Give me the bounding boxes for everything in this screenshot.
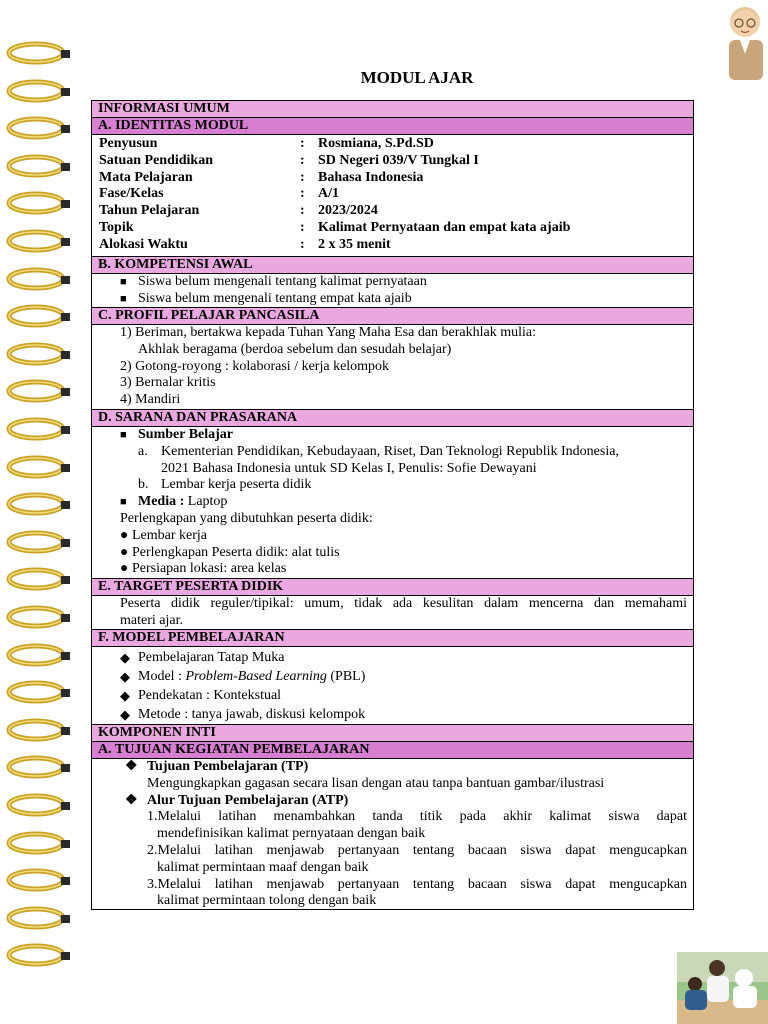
profil-item-1b: Akhlak beragama (berdoa sebelum dan sesudah belajar) xyxy=(138,341,452,357)
square-bullet-icon: ■ xyxy=(120,292,127,305)
diamond-bullet-icon: ◆ xyxy=(120,688,130,703)
star-bullet-icon: ❖ xyxy=(125,792,138,808)
identity-key: Alokasi Waktu xyxy=(99,236,188,252)
tujuan-section xyxy=(92,759,693,909)
binder-ring-icon xyxy=(6,190,72,216)
list-item: ■ Siswa belum mengenali tentang empat kata ajaib xyxy=(120,290,412,306)
diamond-bullet-icon: ◆ xyxy=(120,669,130,684)
section-header-kompetensi: B. KOMPETENSI AWAL xyxy=(92,257,693,274)
list-item: ◆ Model : Problem-Based Learning (PBL) xyxy=(120,669,366,684)
identity-key: Mata Pelajaran xyxy=(99,169,193,185)
identity-value: 2 x 35 menit xyxy=(318,236,391,252)
binder-ring-icon xyxy=(6,341,72,367)
binder-ring-icon xyxy=(6,228,72,254)
binder-ring-icon xyxy=(6,679,72,705)
atp-item-continuation: kalimat permintaan maaf dengan baik xyxy=(157,859,369,875)
identity-key: Topik xyxy=(99,219,134,235)
identity-value: Rosmiana, S.Pd.SD xyxy=(318,136,434,151)
list-item: ◆ Pembelajaran Tatap Muka xyxy=(120,650,285,665)
sarana-section xyxy=(92,427,693,579)
identity-value: Kalimat Pernyataan dan empat kata ajaib xyxy=(318,219,571,235)
binder-ring-icon xyxy=(6,266,72,292)
binder-ring-icon xyxy=(6,378,72,404)
identity-row xyxy=(92,220,693,237)
module-table xyxy=(91,100,694,910)
binder-ring-icon xyxy=(6,830,72,856)
list-item: ❖ Tujuan Pembelajaran (TP) xyxy=(125,759,309,774)
binder-ring-icon xyxy=(6,717,72,743)
section-header-identitas: A. IDENTITAS MODUL xyxy=(92,118,693,135)
section-header-informasi-umum: INFORMASI UMUM xyxy=(92,101,693,118)
binder-ring-icon xyxy=(6,454,72,480)
binder-ring-icon xyxy=(6,754,72,780)
section-header-komponen-inti: KOMPONEN INTI xyxy=(92,725,693,742)
list-item: ■ Sumber Belajar xyxy=(120,427,234,442)
identity-colon: : xyxy=(300,169,305,185)
binder-ring-icon xyxy=(6,942,72,968)
atp-item-continuation: kalimat permintaan tolong dengan baik xyxy=(157,893,377,909)
atp-item: 1.Melalui latihan menambahkan tanda titik pada akhir kalimat siswa dapat xyxy=(147,809,687,825)
section-header-sarana: D. SARANA DAN PRASARANA xyxy=(92,410,693,427)
binder-ring-icon xyxy=(6,604,72,630)
identitas-section xyxy=(92,135,693,257)
identity-value: A/1 xyxy=(318,186,339,202)
list-item: b. Lembar kerja peserta didik xyxy=(138,477,312,493)
star-bullet-icon: ❖ xyxy=(125,759,138,774)
binder-ring-icon xyxy=(6,491,72,517)
identity-key: Penyusun xyxy=(99,136,158,151)
identity-row xyxy=(92,136,693,153)
binder-rings xyxy=(6,40,74,960)
binder-ring-icon xyxy=(6,566,72,592)
binder-ring-icon xyxy=(6,529,72,555)
identity-colon: : xyxy=(300,219,305,235)
square-bullet-icon: ■ xyxy=(120,429,127,441)
binder-ring-icon xyxy=(6,867,72,893)
binder-ring-icon xyxy=(6,792,72,818)
section-header-target: E. TARGET PESERTA DIDIK xyxy=(92,579,693,596)
list-item: a. Kementerian Pendidikan, Kebudayaan, Riset, Dan Teknologi Republik Indonesia, xyxy=(138,443,619,459)
kompetensi-section xyxy=(92,274,693,308)
identity-row xyxy=(92,153,693,170)
binder-ring-icon xyxy=(6,642,72,668)
list-item: ◆ Metode : tanya jawab, diskusi kelompok xyxy=(120,707,366,722)
profil-section xyxy=(92,325,693,410)
model-section xyxy=(92,647,693,725)
list-item: ◆ Pendekatan : Kontekstual xyxy=(120,688,282,703)
page-title: MODUL AJAR xyxy=(360,68,474,87)
list-item-continuation: 2021 Bahasa Indonesia untuk SD Kelas I, Penulis: Sofie Dewayani xyxy=(161,460,537,476)
classroom-photo xyxy=(677,952,768,1024)
identity-value: Bahasa Indonesia xyxy=(318,169,424,185)
profil-item-2: 2) Gotong-royong : kolaborasi / kerja kelompok xyxy=(120,358,390,374)
list-item: ● Persiapan lokasi: area kelas xyxy=(120,561,287,577)
identity-row xyxy=(92,237,693,254)
identity-colon: : xyxy=(300,186,305,202)
atp-item: 3.Melalui latihan menjawab pertanyaan tentang bacaan siswa dapat mengucapkan xyxy=(147,876,687,892)
atp-item-continuation: mendefinisikan kalimat pernyataan dengan baik xyxy=(157,826,426,842)
target-section: Peserta didik reguler/tipikal: umum, tidak ada kesulitan dalam mencerna dan memahami materi ajar. xyxy=(92,596,693,630)
identity-value: SD Negeri 039/V Tungkal I xyxy=(318,152,479,168)
identity-key: Satuan Pendidikan xyxy=(99,152,213,168)
identity-value: 2023/2024 xyxy=(318,203,378,219)
list-item: ● Perlengkapan Peserta didik: alat tulis xyxy=(120,544,340,560)
identity-row xyxy=(92,170,693,187)
diamond-bullet-icon: ◆ xyxy=(120,707,130,722)
profil-item-1: 1) Beriman, bertakwa kepada Tuhan Yang Maha Esa dan berakhlak mulia: xyxy=(120,325,537,340)
identity-row xyxy=(92,203,693,220)
identity-colon: : xyxy=(300,236,305,252)
square-bullet-icon: ■ xyxy=(120,496,127,509)
list-item: ● Lembar kerja xyxy=(120,527,207,543)
perlengkapan-label: Perlengkapan yang dibutuhkan peserta didik: xyxy=(120,510,373,526)
identity-row xyxy=(92,186,693,203)
diamond-bullet-icon: ◆ xyxy=(120,650,130,665)
atp-item: 2.Melalui latihan menjawab pertanyaan tentang bacaan siswa dapat mengucapkan xyxy=(147,842,687,858)
binder-ring-icon xyxy=(6,303,72,329)
identity-key: Fase/Kelas xyxy=(99,186,164,202)
identity-colon: : xyxy=(300,152,305,168)
square-bullet-icon: ■ xyxy=(120,276,127,288)
list-item: ■ Media : Laptop xyxy=(120,494,228,510)
list-item: ❖ Alur Tujuan Pembelajaran (ATP) xyxy=(125,792,349,808)
identity-colon: : xyxy=(300,203,305,219)
binder-ring-icon xyxy=(6,153,72,179)
binder-ring-icon xyxy=(6,40,72,66)
profil-item-3: 3) Bernalar kritis xyxy=(120,375,216,391)
binder-ring-icon xyxy=(6,115,72,141)
identity-colon: : xyxy=(300,136,305,151)
section-header-profil: C. PROFIL PELAJAR PANCASILA xyxy=(92,308,693,325)
profil-item-4: 4) Mandiri xyxy=(120,392,181,408)
section-header-tujuan: A. TUJUAN KEGIATAN PEMBELAJARAN xyxy=(92,742,693,759)
binder-ring-icon xyxy=(6,905,72,931)
binder-ring-icon xyxy=(6,416,72,442)
list-item: ■ Siswa belum mengenali tentang kalimat pernyataan xyxy=(120,274,427,289)
section-header-model: F. MODEL PEMBELAJARAN xyxy=(92,630,693,647)
identity-key: Tahun Pelajaran xyxy=(99,203,200,219)
tp-text: Mengungkapkan gagasan secara lisan dengan atau tanpa bantuan gambar/ilustrasi xyxy=(147,775,605,791)
